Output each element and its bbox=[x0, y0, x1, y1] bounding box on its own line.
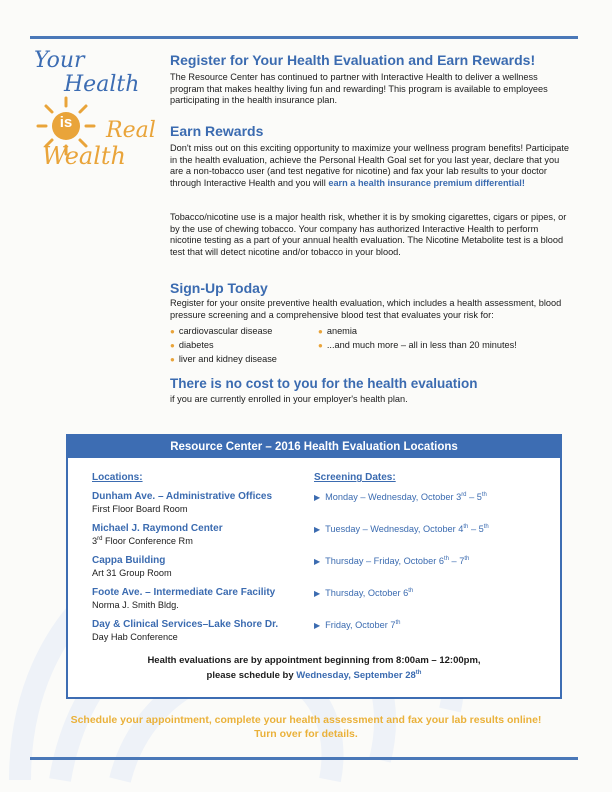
intro-title: Register for Your Health Evaluation and Earn Rewards! bbox=[170, 52, 536, 68]
location-room: Art 31 Group Room bbox=[92, 568, 172, 578]
list-item bbox=[170, 326, 272, 336]
date-sup: th bbox=[395, 620, 401, 626]
earn-body-text: Don't miss out on this exciting opportunity to maximize your wellness program benefits! Participate in the health evaluation, achieve the Personal Health Goal set for you last year, declare that you are a non-tobacco user (and test negative for nicotine) and fax your lab results to your doctor through Interactive Health and you will bbox=[170, 143, 570, 188]
bullet-icon: ● bbox=[170, 341, 175, 350]
appointment-note bbox=[68, 654, 560, 682]
earn-title: Earn Rewards bbox=[170, 123, 264, 139]
arrow-icon: ▶ bbox=[314, 621, 321, 631]
tobacco-body: Tobacco/nicotine use is a major health risk, whether it is by smoking cigarettes, cigars or pipes, or by the use of chewing tobacco. Your company has authorized Interactive Health to perform nicotine testing as a part of your annual health evaluation. The Nicotine Metabolite test is a blood test that will detect nicotine and/or tobacco in your blood. bbox=[170, 212, 567, 257]
date-end-sup: th bbox=[481, 492, 487, 498]
footer-line2: Turn over for details. bbox=[254, 728, 358, 740]
bullet-icon: ● bbox=[170, 355, 175, 364]
bullet-icon: ● bbox=[170, 327, 175, 336]
date-sup: rd bbox=[461, 492, 467, 498]
list-item-text: diabetes bbox=[178, 340, 214, 350]
logo-real: Real bbox=[106, 118, 156, 143]
room-text: Floor Conference Rm bbox=[102, 536, 193, 547]
arrow-icon: ▶ bbox=[314, 589, 321, 599]
signup-body: Register for your onsite preventive health evaluation, which includes a health assessment, blood pressure screening and a comprehensive blood test that evaluates your risk for: bbox=[170, 298, 562, 320]
screening-date bbox=[314, 556, 469, 566]
top-rule bbox=[30, 36, 578, 39]
date-sup: th bbox=[443, 556, 449, 562]
deadline: Wednesday, September 28 bbox=[296, 670, 416, 682]
earn-highlight: earn a health insurance premium differential! bbox=[328, 177, 525, 188]
appointment-line2 bbox=[68, 667, 560, 682]
intro-body: The Resource Center has continued to partner with Interactive Health to deliver a wellness program that makes healthy living fun and rewarding! This program is available to employees participating in the health insurance plan. bbox=[170, 72, 548, 106]
location-name: Cappa Building bbox=[92, 555, 166, 566]
date-end: – 7 bbox=[448, 556, 465, 567]
logo bbox=[28, 44, 158, 174]
dates-column-label: Screening Dates: bbox=[314, 472, 396, 483]
location-room bbox=[92, 536, 193, 546]
list-item-text: liver and kidney disease bbox=[178, 354, 277, 364]
cost-title: There is no cost to you for the health evaluation bbox=[170, 376, 478, 391]
arrow-icon: ▶ bbox=[314, 525, 321, 535]
list-item-text: ...and much more – all in less than 20 minutes! bbox=[326, 340, 517, 350]
logo-your: Your bbox=[34, 48, 85, 73]
list-item bbox=[170, 354, 277, 364]
appointment-prefix: please schedule by bbox=[206, 670, 297, 682]
date-text: Monday – Wednesday, October 3 bbox=[325, 492, 462, 503]
bullet-icon: ● bbox=[318, 327, 323, 336]
date-end-sup: th bbox=[483, 524, 489, 530]
deadline-sup: th bbox=[415, 670, 422, 676]
list-item-text: anemia bbox=[326, 326, 357, 336]
location-room: Day Hab Conference bbox=[92, 632, 178, 642]
logo-is: is bbox=[59, 114, 73, 131]
list-item bbox=[170, 340, 214, 350]
earn-body bbox=[170, 143, 570, 189]
location-name: Michael J. Raymond Center bbox=[92, 523, 223, 534]
date-text: Thursday, October 6 bbox=[325, 588, 409, 599]
signup-title: Sign-Up Today bbox=[170, 280, 268, 296]
locations-column-label: Locations: bbox=[92, 472, 143, 483]
appointment-line1: Health evaluations are by appointment beginning from 8:00am – 12:00pm, bbox=[147, 655, 481, 666]
locations-header: Resource Center – 2016 Health Evaluation Locations bbox=[68, 436, 560, 458]
screening-date bbox=[314, 588, 413, 598]
date-sup: th bbox=[408, 588, 414, 594]
cost-subtitle: if you are currently enrolled in your employer's health plan. bbox=[170, 394, 408, 404]
date-end: – 5 bbox=[468, 524, 484, 535]
locations-box bbox=[66, 434, 562, 699]
arrow-icon: ▶ bbox=[314, 493, 321, 503]
date-text: Thursday – Friday, October 6 bbox=[325, 556, 444, 567]
footer-callout bbox=[30, 713, 582, 741]
location-name: Dunham Ave. – Administrative Offices bbox=[92, 491, 273, 502]
date-sup: th bbox=[463, 524, 469, 530]
location-room: First Floor Board Room bbox=[92, 504, 188, 514]
screening-date bbox=[314, 492, 487, 502]
screening-date bbox=[314, 524, 489, 534]
location-name: Day & Clinical Services–Lake Shore Dr. bbox=[92, 619, 279, 630]
list-item bbox=[318, 326, 357, 336]
room-sup: rd bbox=[97, 536, 103, 542]
arrow-icon: ▶ bbox=[314, 557, 321, 567]
date-end: – 5 bbox=[466, 492, 482, 503]
location-room: Norma J. Smith Bldg. bbox=[92, 600, 179, 610]
screening-date bbox=[314, 620, 400, 630]
list-item-text: cardiovascular disease bbox=[178, 326, 273, 336]
date-text: Tuesday – Wednesday, October 4 bbox=[325, 524, 464, 535]
bottom-rule bbox=[30, 757, 578, 760]
room-floor: 3 bbox=[92, 536, 98, 547]
logo-health: Health bbox=[64, 72, 140, 97]
bullet-icon: ● bbox=[318, 341, 323, 350]
list-item bbox=[318, 340, 517, 350]
logo-wealth: Wealth bbox=[42, 142, 126, 170]
date-end-sup: th bbox=[464, 556, 470, 562]
date-text: Friday, October 7 bbox=[325, 620, 396, 631]
location-name: Foote Ave. – Intermediate Care Facility bbox=[92, 587, 276, 598]
footer-line1: Schedule your appointment, complete your health assessment and fax your lab results online! bbox=[70, 714, 542, 726]
